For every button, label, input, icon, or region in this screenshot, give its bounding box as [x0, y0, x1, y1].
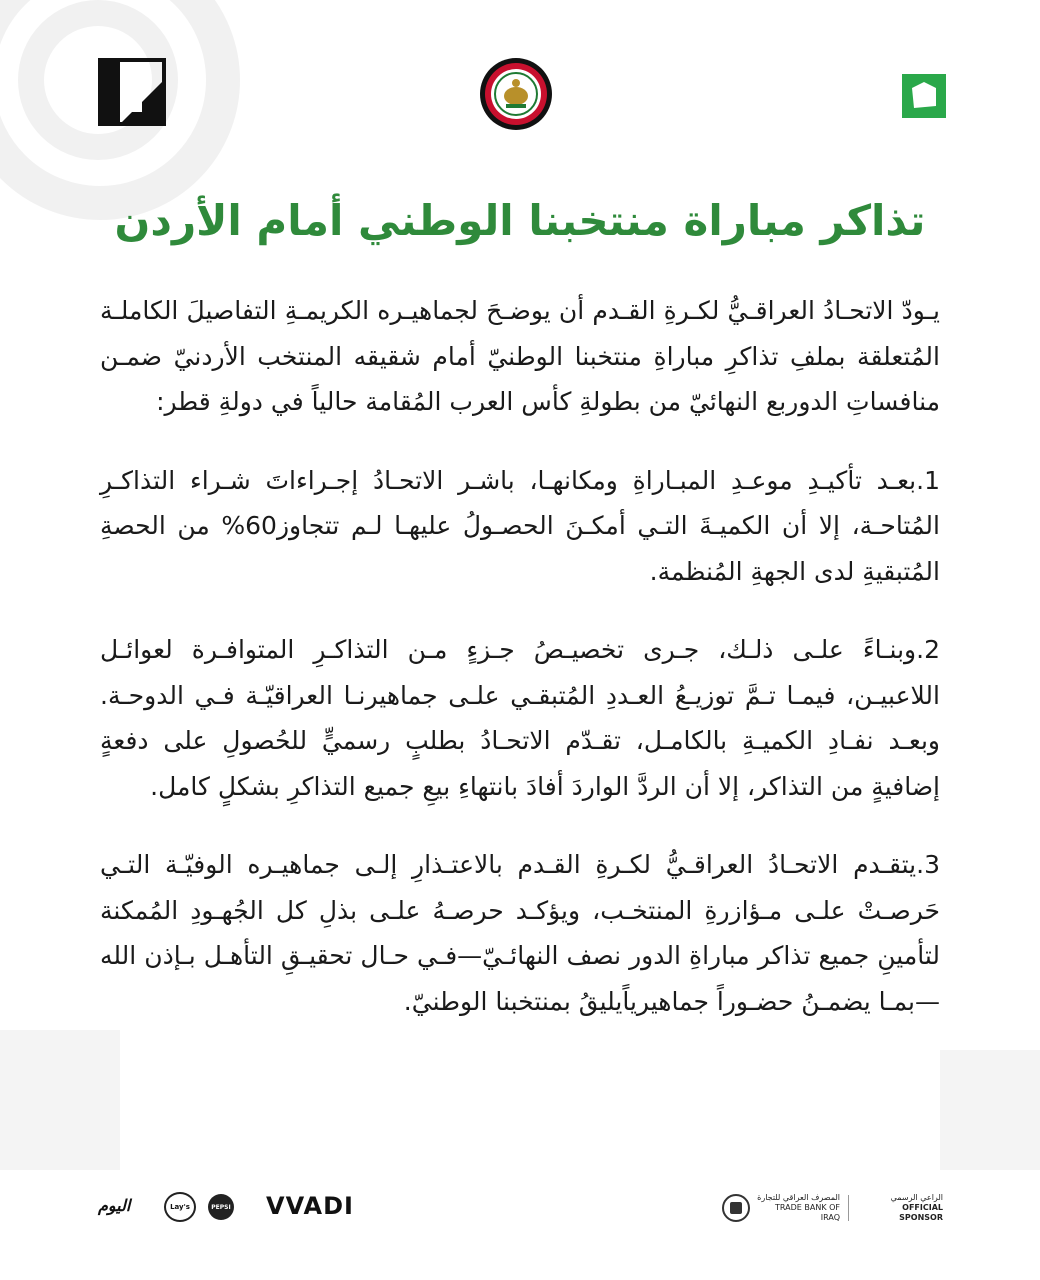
intro-paragraph: يـودّ الاتحـادُ العراقـيُّ لكـرةِ القـدم أن يوضـحَ لجماهيـره الكريمـةِ التفاصيلَ الكاملـة المُتعلقة بملفِ تذاكرِ مباراةِ منتخبنا الوطنيّ أمام شقيقه المنتخب الأردنيّ ضمـن منافساتِ الدوربع النهائيّ من بطولةِ كأس العرب المُقامة حالياً في دولةِ قطر:	[100, 296, 940, 416]
pepsi-logo-text: PEPSI	[211, 1203, 231, 1211]
brand-mark-icon	[98, 58, 166, 126]
federation-emblem-icon	[478, 56, 554, 132]
lays-logo	[164, 1192, 196, 1222]
point-2-paragraph: 2.وبنـاءً علـى ذلـك، جـرى تخصيـصُ جـزءٍ مـن التذاكـرِ المتوافـرة لعوائـل اللاعبيـن، فيمـا تـمَّ توزيـعُ العـددِ المُتبقـي علـى جماهيرنـا العراقيّـة فـي الدوحـة. وبعـد نفـادِ الكميـةِ بالكامـل، تقـدّم الاتحـادُ بطلبٍ رسميٍّ للحُصولِ على دفعةٍ إضافيةٍ من التذاكر، إلا أن الردَّ الواردَ أفادَ بانتهاءِ بيعِ جميع التذاكرِ بشكلٍ كامل.	[100, 635, 940, 801]
brand-square-icon	[902, 74, 946, 118]
trade-bank-emblem-icon	[722, 1194, 750, 1222]
page-title: تذاكر مباراة منتخبنا الوطني أمام الأردن	[114, 196, 926, 245]
trade-bank-name-ar: المصرف العراقي للتجارة	[757, 1193, 840, 1202]
official-sponsor-en: OFFICIAL SPONSOR	[899, 1203, 943, 1222]
alyoum-logo: اليوم	[98, 1196, 131, 1215]
lays-logo-text: Lay's	[170, 1203, 190, 1211]
point-1-paragraph: 1.بعـد تأكيـدِ موعـدِ المبـاراةِ ومكانهـا، باشـر الاتحـادُ إجـراءاتَ شـراء التذاكـرِ المُتاحـة، إلا أن الكميـةَ التـي أمكـنَ الحصـولُ عليهـا لـم تتجاوز60% من الحصةِ المُتبقيةِ لدى الجهةِ المُنظمة.	[100, 465, 940, 586]
trade-bank-name-en: TRADE BANK OF IRAQ	[775, 1203, 840, 1222]
sponsors-footer	[0, 1180, 1040, 1240]
wadi-logo: VVADI	[266, 1192, 354, 1220]
background-block	[940, 1050, 1040, 1170]
point-3-paragraph: 3.يتقـدم الاتحـادُ العراقـيُّ لكـرةِ القـدم بالاعتـذارِ إلـى جماهيـره الوفيّـة التـي حَرصـتْ علـى مـؤازرةِ المنتخـب، ويؤكـد حرصـهُ علـى بذلِ كل الجُهـودِ المُمكنة لتأمينِ جميع تذاكر مباراةِ الدور نصف النهائـيّ—فـي حـال تحقيـقِ التأهـل بـإذن الله—بمـا يضمـنُ حضـوراً جماهيرياًيليقُ بمنتخبنا الوطنيّ.	[100, 850, 940, 1016]
trade-bank-name	[756, 1193, 840, 1223]
official-sponsor-label	[857, 1193, 943, 1223]
official-sponsor-block	[722, 1188, 946, 1228]
statement-body	[100, 288, 940, 1057]
pepsi-logo	[208, 1194, 234, 1220]
divider	[848, 1195, 849, 1221]
official-sponsor-ar: الراعي الرسمي	[890, 1193, 943, 1202]
